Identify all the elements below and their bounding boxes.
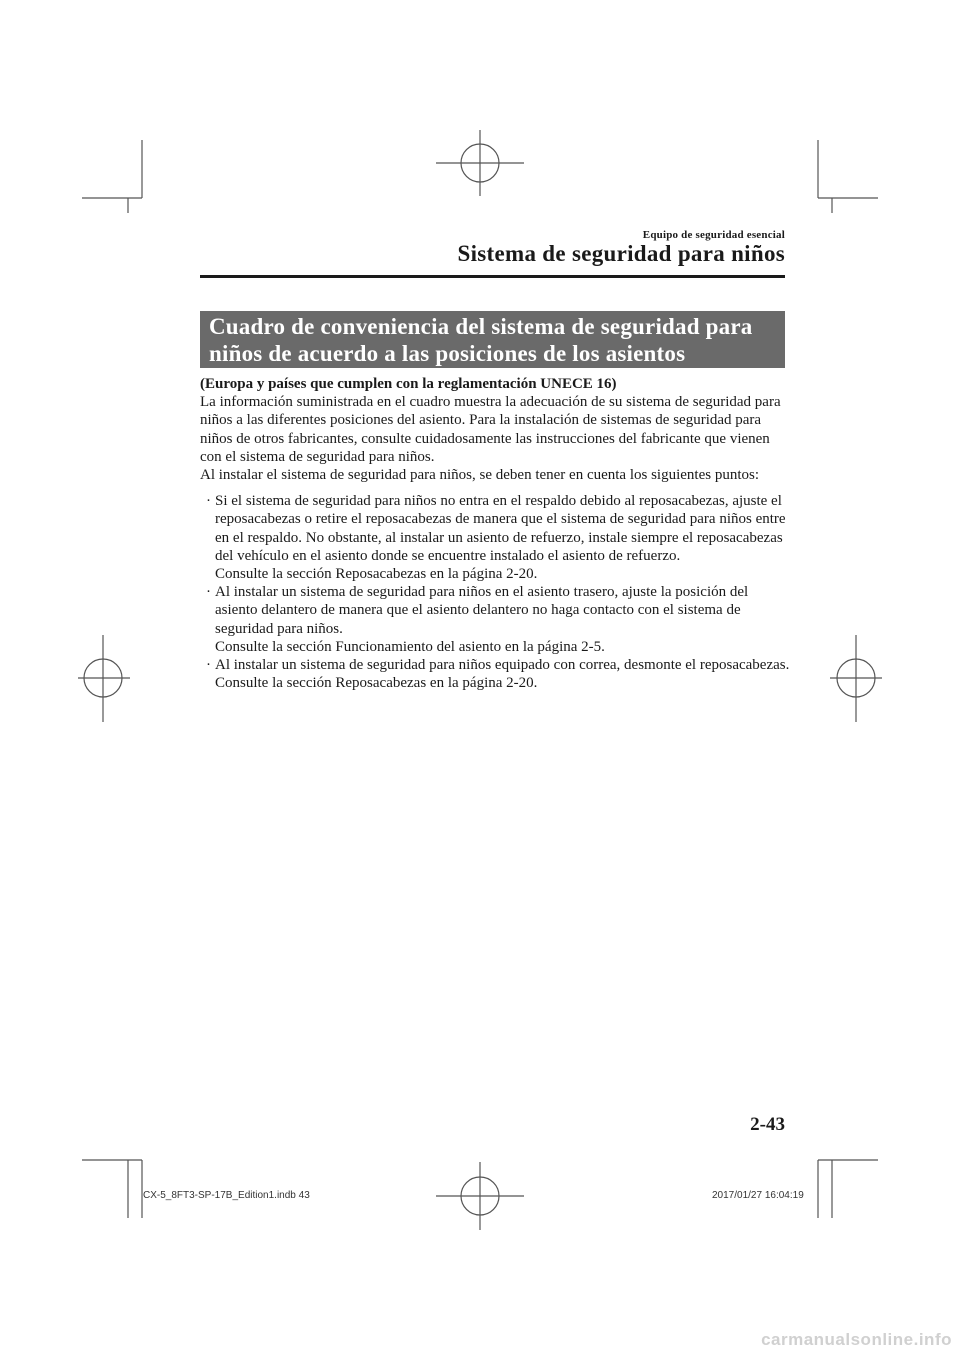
section-heading-line-2: niños de acuerdo a las posiciones de los asientos <box>209 341 686 366</box>
bullet-list <box>200 492 790 692</box>
running-header-chapter: Equipo de seguridad esencial <box>642 229 785 241</box>
list-item <box>200 656 790 692</box>
page-reference: Consulte la sección Funcionamiento del asiento en la página 2-5. <box>215 638 605 655</box>
watermark: carmanualsonline.info <box>761 1330 952 1349</box>
section-heading <box>200 311 785 368</box>
bullet-icon: · <box>206 584 211 601</box>
page-reference: Consulte la sección Reposacabezas en la página 2-20. <box>215 566 538 583</box>
region-note: (Europa y países que cumplen con la reglamentación UNECE 16) <box>200 376 617 392</box>
print-slug-file: CX-5_8FT3-SP-17B_Edition1.indb 43 <box>143 1190 310 1201</box>
section-heading-line-1: Cuadro de conveniencia del sistema de seguridad para <box>209 314 753 339</box>
running-header-title: Sistema de seguridad para niños <box>457 241 785 266</box>
list-item <box>200 583 790 656</box>
page-reference: Consulte la sección Reposacabezas en la página 2-20. <box>215 675 538 692</box>
list-item-text: Al instalar un sistema de seguridad para niños equipado con correa, desmonte el reposacabezas. <box>215 657 790 674</box>
section-body <box>200 375 790 692</box>
list-item-text: Al instalar un sistema de seguridad para niños en el asiento trasero, ajuste la posición del asiento delantero de manera que el asiento delantero no haga contacto con el sistema de seguridad para niños. <box>215 584 749 637</box>
print-slug-date: 2017/01/27 16:04:19 <box>712 1190 804 1201</box>
page-number: 2-43 <box>750 1114 785 1135</box>
bullet-icon: · <box>206 657 211 674</box>
list-item-text: Si el sistema de seguridad para niños no entra en el respaldo debido al reposacabezas, ajuste el reposacabezas o retire el reposacabezas de manera que el sistema de seguridad para niños entre en el respaldo. No obstante, al instalar un asiento de refuerzo, instale siempre el reposacabezas del vehículo en el asiento donde se encuentre instalado el asiento de refuerzo. <box>215 493 786 564</box>
intro-paragraph: Al instalar el sistema de seguridad para niños, se deben tener en cuenta los siguientes puntos: <box>200 467 760 484</box>
header-rule <box>200 275 785 278</box>
list-item <box>200 492 790 583</box>
intro-paragraph: La información suministrada en el cuadro muestra la adecuación de su sistema de seguridad para niños a las diferentes posiciones del asiento. Para la instalación de sistemas de seguridad para niños de otros fabricantes, consulte cuidadosamente las instrucciones del fabricante que vienen con el sistema de seguridad para niños. <box>200 394 781 465</box>
bullet-icon: · <box>206 493 211 510</box>
